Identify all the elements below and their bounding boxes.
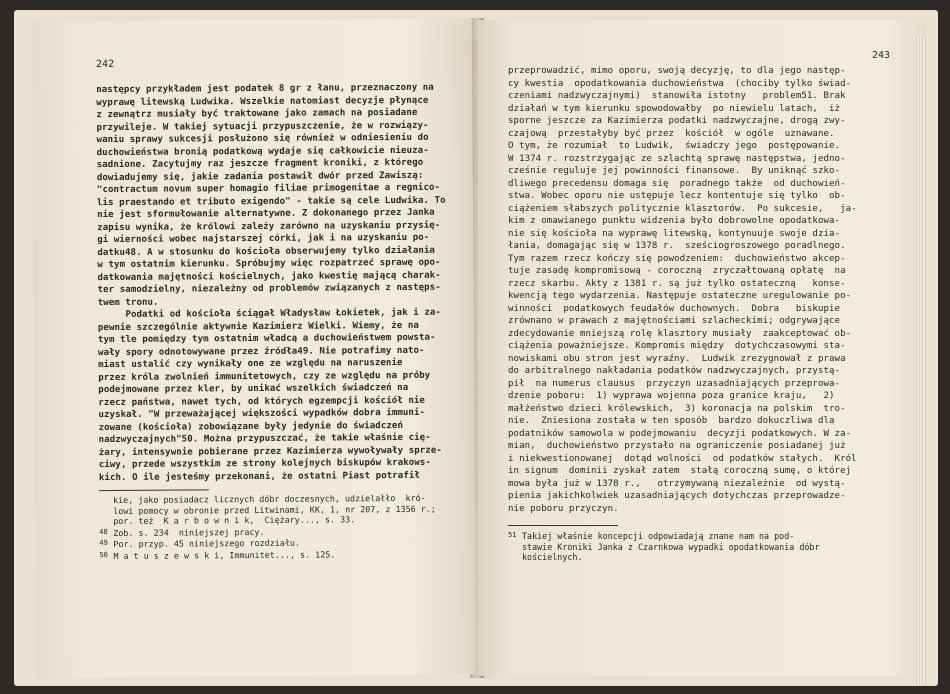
text-line: tym tle pomiędzy tym ostatnim władcą a duchowieństwem powsta- (97, 332, 436, 346)
text-line: nie się kościoła na wyprawę litewską, kontynuuje swoje dzia- (508, 228, 841, 239)
text-line: mian, duchowieństwo przystało na ograniczenie posiadanej już (508, 441, 846, 451)
text-line: kwencją tego wydarzenia. Następuje ostateczne uregulowanie po- (508, 291, 852, 301)
text-line: łania, domagając się w 1378 r. sześciogroszowego poradlnego. (508, 241, 846, 251)
right-page-body (508, 65, 904, 515)
text-line: zdecydowanie mniejszą rolę klasztory musiały zaakceptować ob- (508, 328, 852, 339)
text-line: nie jest sformułowanie alternatywne. Z dokonanego przez Janka (97, 207, 435, 221)
text-line: podejmowane przez kler, by unikać wszelkich świadczeń na (98, 382, 409, 396)
text-line: do arbitralnego nakładania podatków nadzwyczajnych, przystą- (508, 366, 841, 376)
left-page (32, 18, 477, 677)
right-page-number: 243 (871, 50, 890, 61)
text-line: nowiskami obu stron jest wyraźny. Ludwik zrezygnował z prawa (508, 353, 846, 364)
text-line: nadzwyczajnych"50. Można przypuszczać, że takie właśnie cię- (98, 432, 431, 446)
text-line: duchowieństwa bronią podatkową wydaje się całkowicie nieuza- (96, 145, 429, 158)
right-page (478, 20, 926, 676)
footnote-text: Takiej właśnie koncepcji odpowiadają znane nam na pod- (522, 531, 795, 541)
text-line: podatników samowola w podejmowaniu decyzji podatkowych. W za- (508, 428, 852, 439)
footnote-text: Por. przyp. 45 niniejszego rozdziału. (113, 537, 300, 549)
text-line: datku48. A w stosunku do kościoła obserwujemy tylko działania (97, 245, 435, 258)
text-line: pewnie szczególnie aktywnie Kazimierz Wielki. Wiemy, że na (97, 320, 419, 333)
text-line: cześnie reguluje jej powinności finansowe. By uniknąć szko- (508, 166, 841, 176)
text-line: ciwy, przede wszystkim ze strony kolejnych biskupów krakows- (98, 457, 431, 471)
text-line: "contractum novum super homagio filiae primogenitae a regnico- (96, 182, 441, 196)
footnote-number: 50 (99, 550, 108, 559)
text-line: ciążenia poważniejsze. Kompromis między dotychczasowymi sta- (508, 341, 846, 351)
text-line: kim z omawianego punktu widzenia było dobrowolne opodatkowa- (508, 216, 841, 226)
left-page-body (96, 82, 461, 485)
right-page-footnotes (508, 530, 904, 563)
text-line: przez króla zwolnień immunitetowych, czy ze względu na próby (98, 370, 431, 383)
left-page-number: 242 (95, 58, 115, 71)
text-line: wały spory odnotowywane przez źródła49. Nie potrafimy nato- (97, 345, 425, 358)
text-line: ter samodzielny, niezależny od problemów związanych z następs- (97, 282, 441, 296)
footnote (508, 530, 904, 542)
text-line: wyprawę litewską Ludwika. Wszelkie natomiast decyzje płynące (96, 95, 429, 108)
book-spread (14, 10, 938, 686)
text-line: Podatki od kościoła ściągał Władysław Łokietek, jak i za- (97, 307, 441, 321)
text-line: dowiadujemy się, jakie zadania postawił dwór przed Zawiszą: (96, 170, 424, 183)
left-page-footnotes (99, 493, 461, 562)
text-line: i niekwestionowanej dotąd wolności od podatków stałych. Król (508, 453, 857, 464)
text-line: ciążeniem słabszych politycznie klasztorów. Po sukcesie, ja- (508, 203, 857, 214)
footnote-text: kościelnych. (522, 552, 583, 562)
footnote-text: Zob. s. 234 niniejszej pracy. (113, 526, 265, 538)
text-line: z zewnątrz musiały być traktowane jako zamach na posiadane (96, 107, 418, 121)
text-line: gi wierności wobec najstarszej córki, jak i na uzyskaniu po- (97, 232, 430, 246)
text-line: stwa. Wobec oporu nie ustępuje lecz kontentuje się tylko ob- (508, 191, 846, 201)
text-line: sporne jeszcze za Kazimierza podatki nadzwyczajne, drogą zwy- (508, 116, 846, 126)
footnote-number: 51 (508, 531, 517, 539)
text-line: pienia jakichkolwiek uzasadniających dotychczas przeprowadze- (508, 491, 846, 501)
text-line: tuje zasadę kompromisową - coroczną zryczałtowaną opłatę na (508, 266, 846, 276)
text-line: W 1374 r. rozstrzygając ze szlachtą sprawę następstwa, jedno- (508, 153, 846, 164)
text-line: rzecz skarbu. Akty z 1381 r. są już tylko ostateczną konse- (508, 278, 846, 289)
text-line: in signum dominii zyskał zatem stałą coroczną sumę, o której (508, 466, 852, 476)
page-edges (916, 36, 926, 684)
text-line: nie. Zniesiona została w ten sposób bardzo dokuczliwa dla (508, 416, 835, 426)
right-footnote-rule (508, 525, 618, 526)
footnote-number: 48 (99, 527, 108, 536)
text-line: mowa była już w 1378 r., otrzymywaną niezależnie od wystą- (508, 478, 846, 489)
left-footnote-rule (99, 489, 209, 491)
text-line: zapisu wynika, że królowi zależy zarówno na uzyskaniu przysię- (97, 220, 441, 233)
text-line: żary, intensywnie pobierane przez Kazimierza wywoływały sprze- (98, 445, 442, 458)
footnote-text: kie, jako posiadacz licznych dóbr doczesnych, udzielałło kró- (113, 492, 426, 505)
text-line: rzecz państwa, nawet tych, od których egzempcji kościół nie (98, 395, 425, 408)
text-line: dzenie poboru: 1) wyprawa wojenna poza granice kraju, 2) (508, 391, 835, 401)
text-line: następcy przykładem jest podatek 8 gr z łanu, przeznaczony na (96, 82, 434, 96)
text-line: przeprowadzić, mimo oporu, swoją decyzję, to dla jego następ- (508, 66, 846, 76)
text-line: waniu sprawy sukcesji posłużono się również w odniesieniu do (96, 132, 429, 146)
text-line: datkowania majętności kościelnych, jako kwestię mającą charak- (97, 270, 441, 283)
text-line: zrównano w prawach z majętnościami szlacheckimi; odgrywające (508, 316, 841, 326)
footnote-text: por. też K a r b o w n i k, Ciężary..., s. 33. (113, 514, 356, 526)
text-line: małżeństwo dzieci królewskich, 3) koronacja na polskim tro- (508, 403, 846, 414)
text-line: miast ustalić czy wynikały one ze względu na naruszenie (98, 357, 403, 371)
text-line: czajową przestałyby być przez kościół w ogóle uznawane. (508, 128, 835, 139)
footnote-text: stawie Kroniki Janka z Czarnkowa wypadki opodatkowania dóbr (522, 541, 820, 552)
text-line: nie poboru przyczyn. (508, 503, 619, 514)
text-line: kich. O ile jesteśmy przekonani, że ostatni Piast potrafił (98, 470, 420, 483)
text-line: przywileje. W takiej sytuacji przypuszczenie, że w rozwiązy- (96, 120, 429, 133)
text-line: O tym, że rozumiał to Ludwik, świadczy jego postępowanie. (508, 141, 841, 151)
text-line: działań w tym kierunku spowodowałby po niewielu latach, iż (508, 103, 841, 114)
text-line: twem tronu. (97, 297, 159, 308)
text-line: winności podatkowych feudałów duchownych. Dobra biskupie (508, 303, 841, 314)
text-line: w tym ostatnim kierunku. Spróbujmy więc rozpatrzeć sprawę opo- (97, 257, 441, 271)
text-line: zowane (kościoła) zobowiązane były jedynie do świadczeń (98, 420, 404, 433)
footnote (508, 542, 904, 553)
text-line: pił na numerus clausus przyczyn uzasadniających przeprowa- (508, 378, 841, 389)
text-line: lis praestando et tributo exigendo" - takie są cele Ludwika. To (96, 195, 446, 208)
text-line: sadnione. Zacytujmy raz jeszcze fragment kroniki, z którego (96, 157, 424, 171)
text-line: Tym razem rzecz kończy się powodzeniem: duchowieństwo akcep- (508, 253, 846, 264)
footnote-number: 49 (99, 539, 108, 548)
text-line: cy kwestia opodatkowania duchowieństwa (chociby tylko świad- (508, 78, 852, 89)
footnote-text: lowi pomocy w obronie przed Litwinami, KK, 1, nr 207, z 1356 r.; (113, 503, 436, 516)
footnote (508, 552, 904, 563)
text-line: uzyskał. "W przeważającej większości wypadków dobra immuni- (98, 407, 426, 421)
text-line: dliwego precedensu domaga się poradnego także od duchowień- (508, 178, 846, 189)
footnote-text: M a t u s z e w s k i, Immunitet..., s. 125. (113, 548, 336, 561)
footnote (99, 547, 461, 561)
text-line: czeniami nadzwyczajnymi) stanowiła istotny problem51. Brak (508, 91, 846, 101)
